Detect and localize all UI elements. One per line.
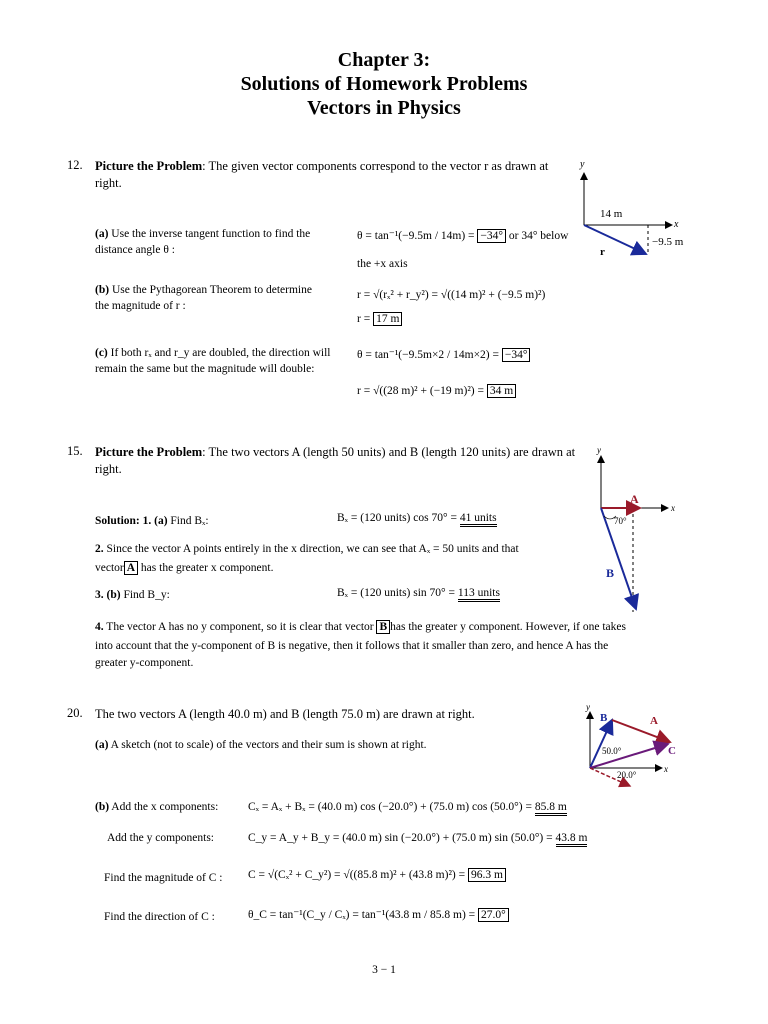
answer-underlined: 113 units xyxy=(458,587,500,602)
chapter-title: Chapter 3: xyxy=(337,49,431,71)
problem-statement xyxy=(95,444,585,478)
part-description: Use the Pythagorean Theorem to determine the magnitude of r : xyxy=(95,284,312,312)
part-b-text xyxy=(95,799,218,815)
step-text: has the greater x component. xyxy=(140,562,274,574)
direction-equation xyxy=(248,907,509,923)
y-sum-text: Add the y components: xyxy=(107,832,214,844)
magnitude-text: Find the magnitude of C : xyxy=(104,872,223,884)
part-label: (a) xyxy=(95,228,109,240)
y-sum-equation xyxy=(248,830,587,846)
step-label: 4. xyxy=(95,621,104,633)
part-description: Add the x components: xyxy=(109,801,219,813)
magnitude-equation xyxy=(248,867,506,883)
step-1 xyxy=(95,513,209,529)
vector-b-label: B xyxy=(600,712,608,724)
vector-b-label: B xyxy=(606,566,615,580)
part-description: If both rₓ and r_y are doubled, the direction will remain the same but the magnitude will double: xyxy=(95,347,331,375)
step-label: Solution: 1. (a) xyxy=(95,515,168,527)
page-number: 3 − 1 xyxy=(372,964,396,976)
lead-label: Picture the Problem xyxy=(95,445,203,459)
equation: θ = tan⁻¹(−9.5m×2 / 14m×2) = xyxy=(357,349,499,361)
equation: r = √((28 m)² + (−19 m)²) = xyxy=(357,385,484,397)
vectors-a-b-figure xyxy=(588,442,688,617)
angle-50-label: 50.0° xyxy=(602,746,622,756)
x-sum-equation xyxy=(248,799,567,815)
problem-statement: The two vectors A (length 40.0 m) and B (length 75.0 m) are drawn at right. xyxy=(95,707,475,721)
answer-box: 27.0° xyxy=(478,908,509,922)
step-4-line-2: into account that the y-component of B is negative, then it follows that it smaller than zero, and hence A has the xyxy=(95,640,609,652)
statement-text: : The two vectors A (length 50 units) and B (length 120 units) are drawn at right. xyxy=(95,445,576,476)
part-b-equation-2 xyxy=(357,311,402,327)
doc-subtitle: Vectors in Physics xyxy=(307,97,461,119)
step-4-line-3: greater y-component. xyxy=(95,657,194,669)
problem-statement xyxy=(95,158,570,192)
step-label: 3. (b) xyxy=(95,589,121,601)
equation: r = xyxy=(357,313,371,325)
part-description: A sketch (not to scale) of the vectors and their sum is shown at right. xyxy=(108,739,427,751)
equation: θ = tan⁻¹(−9.5m / 14m) = xyxy=(357,230,475,242)
part-label: (b) xyxy=(95,801,110,813)
equation: Bₓ = (120 units) sin 70° = xyxy=(337,587,456,599)
answer-box: 17 m xyxy=(373,312,402,326)
step-1-equation xyxy=(337,510,497,526)
part-description: Use the inverse tangent function to find the distance angle θ : xyxy=(95,228,311,256)
equation: C = √(Cₓ² + C_y²) = √((85.8 m)² + (43.8 m)²) = xyxy=(248,869,466,881)
step-text: Find B_y: xyxy=(120,589,170,601)
part-b-text xyxy=(95,282,325,314)
part-a-text xyxy=(95,226,340,258)
step-3-equation xyxy=(337,585,500,601)
vector-r xyxy=(584,225,646,254)
answer-box: 96.3 m xyxy=(468,868,506,882)
equation: θ_C = tan⁻¹(C_y / Cₓ) = tan⁻¹(43.8 m / 85.8 m) = xyxy=(248,909,476,921)
x-axis-label: x xyxy=(674,219,679,230)
vector-a-label: A xyxy=(630,492,639,506)
x-axis-label: x xyxy=(671,503,675,513)
part-c-equation-2 xyxy=(357,383,516,399)
vector-r-label: r xyxy=(600,246,605,258)
y-axis-label: y xyxy=(580,159,585,170)
part-c-equation xyxy=(357,347,530,363)
statement-text: : The given vector components correspond to the vector r as drawn at right. xyxy=(95,159,549,190)
y-axis-label: y xyxy=(586,702,590,712)
direction-text: Find the direction of C : xyxy=(104,911,215,923)
part-c-text xyxy=(95,345,335,377)
part-label: (a) xyxy=(95,739,109,751)
part-label: (c) xyxy=(95,347,108,359)
lead-label: Picture the Problem xyxy=(95,159,203,173)
step-text: Since the vector A points entirely in the x direction, we can see that Aₓ = 50 units and that xyxy=(103,543,519,555)
step-4 xyxy=(95,619,695,635)
part-a-equation xyxy=(357,228,568,244)
vector-c-label: C xyxy=(668,745,676,757)
answer-underlined: 43.8 m xyxy=(556,832,588,847)
step-text: vector xyxy=(95,562,124,574)
part-a-tail: the +x axis xyxy=(357,258,408,270)
y-axis-label: y xyxy=(597,445,601,455)
answer-underlined: 85.8 m xyxy=(535,801,567,816)
step-2 xyxy=(95,541,585,557)
equation: C_y = A_y + B_y = (40.0 m) sin (−20.0°) + (75.0 m) sin (50.0°) = xyxy=(248,832,553,844)
step-3 xyxy=(95,587,170,603)
vector-b xyxy=(590,720,612,768)
problem-number: 12. xyxy=(67,158,83,172)
step-label: 2. xyxy=(95,543,104,555)
vector-a xyxy=(612,720,670,742)
vector-a-label: A xyxy=(650,715,658,727)
x-length-label: 14 m xyxy=(600,208,623,220)
step-text: The vector A has no y component, so it is clear that vector xyxy=(103,621,374,633)
step-2-line-2 xyxy=(95,560,273,576)
answer-box: 34 m xyxy=(487,384,516,398)
y-length-label: −9.5 m xyxy=(652,236,684,248)
step-text: has the greater y component. However, if one takes xyxy=(390,621,626,633)
angle-20-label: 20.0° xyxy=(617,770,637,780)
step-text: Find Bₓ: xyxy=(167,515,209,527)
answer-underlined: 41 units xyxy=(460,512,497,527)
equation: Bₓ = (120 units) cos 70° = xyxy=(337,512,457,524)
problem-number: 20. xyxy=(67,706,83,720)
problem-number: 15. xyxy=(67,444,83,458)
answer-box: B xyxy=(376,620,390,634)
part-b-equation: r = √(rₓ² + r_y²) = √((14 m)² + (−9.5 m)²) xyxy=(357,289,546,301)
doc-title: Solutions of Homework Problems xyxy=(240,73,528,95)
answer-tail: or 34° below xyxy=(506,230,569,242)
part-label: (b) xyxy=(95,284,110,296)
angle-label: 70° xyxy=(614,516,627,526)
equation: Cₓ = Aₓ + Bₓ = (40.0 m) cos (−20.0°) + (75.0 m) cos (50.0°) = xyxy=(248,801,532,813)
vector-sum-figure xyxy=(582,702,682,794)
vector-r-figure xyxy=(570,155,700,265)
answer-box: −34° xyxy=(477,229,506,243)
x-axis-label: x xyxy=(664,764,668,774)
part-a-text xyxy=(95,737,427,753)
answer-box: −34° xyxy=(502,348,531,362)
answer-box: A xyxy=(124,561,138,575)
